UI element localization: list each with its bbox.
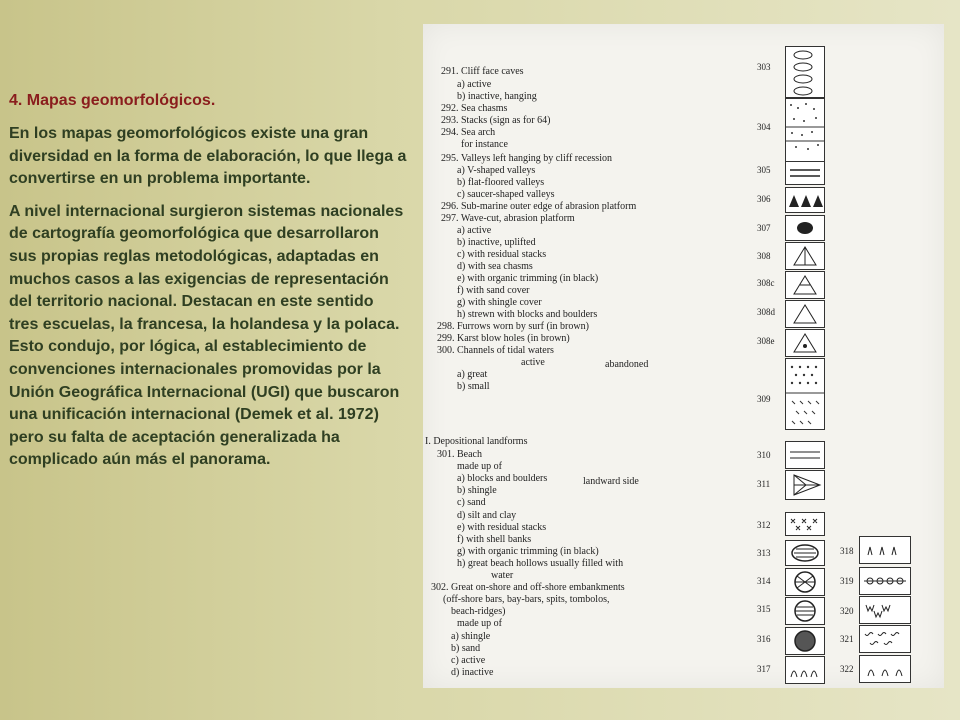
symbol-number: 311 [757, 479, 771, 489]
legend-line: made up of [457, 618, 502, 629]
symbol-number: 308c [757, 278, 775, 288]
circle-hatched-legend-symbol [785, 597, 825, 625]
legend-line: h) great beach hollows usually filled with [457, 558, 624, 569]
symbol-number: 310 [757, 450, 771, 460]
legend-line: b) sand [451, 643, 481, 654]
legend-line: 302. Great on-shore and off-shore embankments [431, 582, 625, 593]
blob-legend-symbol [785, 215, 825, 241]
stippled-legend-symbol [785, 98, 825, 162]
legend-line: d) inactive [451, 667, 494, 678]
legend-line: 298. Furrows worn by surf (in brown) [437, 321, 589, 332]
legend-line: b) inactive, uplifted [457, 237, 536, 248]
ovals-legend-symbol [785, 46, 825, 98]
legend-line: b) flat-floored valleys [457, 177, 545, 188]
fan-legend-symbol [785, 271, 825, 299]
legend-line: made up of [457, 461, 502, 472]
legend-line: g) with shingle cover [457, 297, 542, 308]
legend-line: c) active [451, 655, 486, 666]
symbol-number: 317 [757, 664, 771, 674]
legend-line: 299. Karst blow holes (in brown) [437, 333, 570, 344]
scanned-legend-image [423, 24, 944, 688]
legend-line: a) great [457, 369, 488, 380]
legend-section-heading: I. Depositional landforms [425, 436, 528, 447]
legend-line: b) shingle [457, 485, 497, 496]
legend-line: 294. Sea arch [441, 127, 496, 138]
arches-legend-symbol [785, 656, 825, 684]
symbol-number: 306 [757, 194, 771, 204]
symbol-number: 309 [757, 394, 771, 404]
legend-line: b) small [457, 381, 490, 392]
paragraph-intro: En los mapas geomorfológicos existe una gran diversidad en la forma de elaboración, lo que llega a convertirse en un problema importante. [9, 125, 407, 188]
legend-line: g) with organic trimming (in black) [457, 546, 599, 557]
symbol-number: 305 [757, 165, 771, 175]
legend-line: c) with residual stacks [457, 249, 547, 260]
fan-legend-symbol [785, 242, 825, 270]
lines-legend-symbol [785, 161, 825, 185]
legend-line: 292. Sea chasms [441, 103, 508, 114]
fan-legend-symbol [785, 300, 825, 328]
symbol-number: 315 [757, 604, 771, 614]
legend-line: c) saucer-shaped valleys [457, 189, 555, 200]
paragraph-ugi-conventions: Esto condujo, por lógica, al establecimiento de convenciones internacionales promovidas por la Unión Geográfica Internacional (UGI) que buscaron una unificación internacional (Demek et al. 1972) pero su falta de aceptación generalizada ha complicado aún más el panorama. [9, 338, 400, 469]
legend-line: d) silt and clay [457, 510, 517, 521]
fan-legend-symbol [785, 329, 825, 357]
legend-line: (off-shore bars, bay-bars, spits, tombolos, [443, 594, 610, 605]
legend-line: a) active [457, 225, 492, 236]
legend-line: for instance [461, 139, 508, 150]
symbol-number: 307 [757, 223, 771, 233]
symbol-number: 308e [757, 336, 775, 346]
crosses-legend-symbol [785, 512, 825, 536]
legend-line: c) sand [457, 497, 486, 508]
legend-line: a) V-shaped valleys [457, 165, 536, 176]
legend-line: d) with sea chasms [457, 261, 533, 272]
symbol-number: 319 [840, 576, 854, 586]
symbol-number: 320 [840, 606, 854, 616]
triangles-legend-symbol [785, 187, 825, 213]
legend-line: f) with shell banks [457, 534, 532, 545]
legend-line: a) shingle [451, 631, 491, 642]
legend-line: e) with residual stacks [457, 522, 547, 533]
fan-hatched-legend-symbol [785, 470, 825, 500]
circle-dark-legend-symbol [785, 627, 825, 655]
squiggles-legend-symbol [859, 625, 911, 653]
circle-crosshatch-legend-symbol [785, 568, 825, 596]
w-marks-legend-symbol [859, 596, 911, 624]
symbol-number: 304 [757, 122, 771, 132]
legend-line: 301. Beach [437, 449, 482, 460]
symbol-number: 308d [757, 307, 775, 317]
legend-line: 297. Wave-cut, abrasion platform [441, 213, 575, 224]
legend-line: water [491, 570, 514, 581]
ellipse-hatched-legend-symbol [785, 540, 825, 566]
legend-line: f) with sand cover [457, 285, 530, 296]
legend-line: beach-ridges) [451, 606, 506, 617]
symbol-number: 314 [757, 576, 771, 586]
legend-line: 295. Valleys left hanging by cliff recession [441, 153, 612, 164]
legend-line: landward side [583, 476, 639, 487]
circles-row-legend-symbol [859, 567, 911, 595]
legend-line: 300. Channels of tidal waters [437, 345, 554, 356]
arches-legend-symbol [859, 655, 911, 683]
paragraph-national-systems: A nivel internacional surgieron sistemas nacionales de cartografía geomorfológica que desarrollaron sus propias reglas metodológicas, adaptadas en muchos casos a las exigencias de representación del territorio nacional. Destacan en este sentido tres escuelas, la francesa, la holandesa y la polaca. [9, 202, 404, 333]
legend-line: abandoned [605, 359, 649, 370]
symbol-number: 322 [840, 664, 854, 674]
dotted-pattern-legend-symbol [785, 358, 825, 430]
legend-line: 296. Sub-marine outer edge of abrasion platform [441, 201, 637, 212]
slide-text-column [9, 92, 407, 482]
slide-title: 4. Mapas geomorfológicos. [9, 92, 216, 109]
legend-line: e) with organic trimming (in black) [457, 273, 599, 284]
lines-legend-symbol [785, 441, 825, 469]
symbol-number: 303 [757, 62, 771, 72]
symbol-number: 308 [757, 251, 771, 261]
symbol-number: 321 [840, 634, 854, 644]
legend-line: 293. Stacks (sign as for 64) [441, 115, 551, 126]
tufts-legend-symbol [859, 536, 911, 564]
symbol-number: 316 [757, 634, 771, 644]
legend-line: h) strewn with blocks and boulders [457, 309, 598, 320]
legend-line: 291. Cliff face caves [441, 66, 524, 77]
symbol-number: 318 [840, 546, 854, 556]
legend-line: active [521, 357, 545, 368]
legend-line: a) active [457, 79, 492, 90]
symbol-number: 312 [757, 520, 771, 530]
symbol-number: 313 [757, 548, 771, 558]
legend-line: a) blocks and boulders [457, 473, 548, 484]
legend-line: b) inactive, hanging [457, 91, 537, 102]
